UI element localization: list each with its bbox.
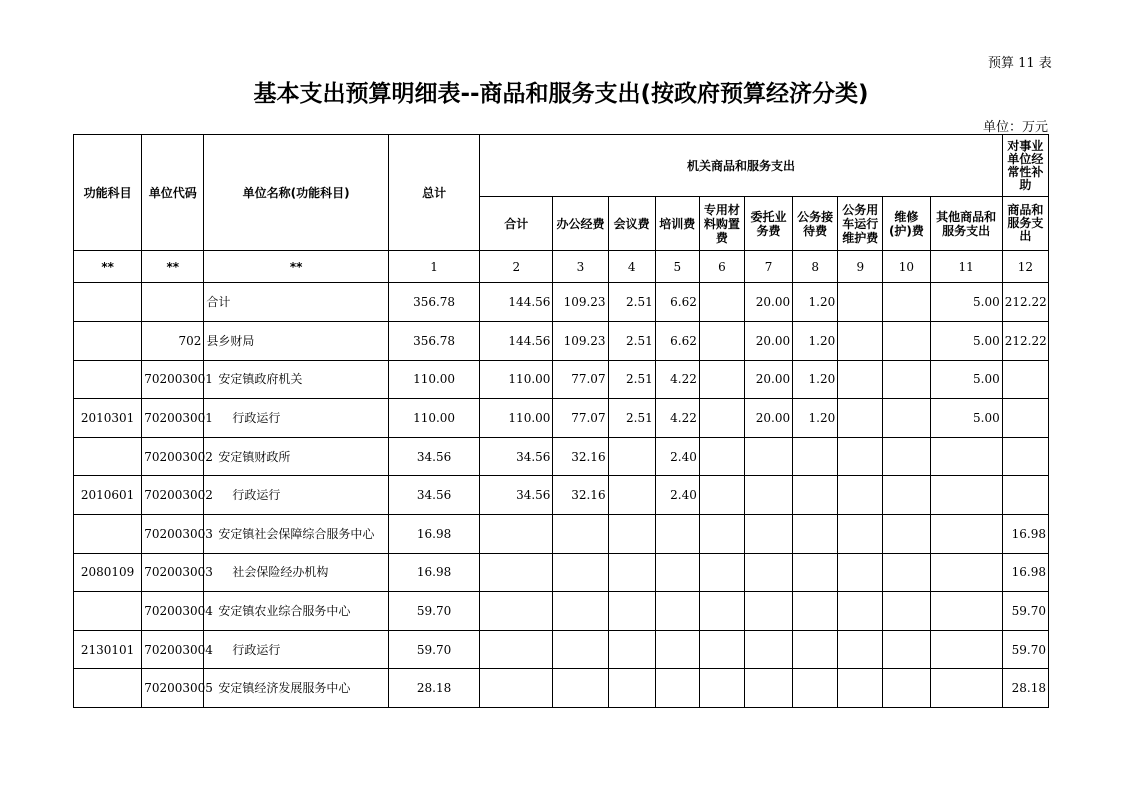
value-cell-training [655,514,699,553]
col-number: 10 [883,251,930,283]
value-cell-training: 6.62 [655,283,699,322]
col-number: ** [74,251,142,283]
value-cell-subtotal: 144.56 [480,322,553,361]
value-cell-repair [883,437,930,476]
value-cell-materials [699,322,744,361]
value-cell-office: 32.16 [553,437,608,476]
value-cell-training: 2.40 [655,476,699,515]
value-cell-entrusted: 20.00 [744,360,792,399]
value-cell-office: 109.23 [553,322,608,361]
value-cell-other: 5.00 [930,399,1002,438]
value-cell-office: 32.16 [553,476,608,515]
table-body [74,283,1049,708]
value-cell-meeting [608,669,655,708]
value-cell-vehicle [838,322,883,361]
unit-code-cell: 702003004 [142,592,204,631]
value-cell-vehicle [838,592,883,631]
total-cell: 356.78 [388,283,479,322]
value-cell-training [655,630,699,669]
value-cell-materials [699,399,744,438]
header-col-entrusted: 委托业务费 [744,197,792,251]
value-cell-subtotal [480,669,553,708]
value-cell-reception: 1.20 [793,360,838,399]
value-cell-entrusted [744,514,792,553]
header-func-code: 功能科目 [74,135,142,251]
value-cell-subtotal [480,553,553,592]
col-number: 4 [608,251,655,283]
value-cell-vehicle [838,283,883,322]
value-cell-training [655,669,699,708]
func-code-cell [74,514,142,553]
value-cell-entrusted [744,553,792,592]
table-row [74,476,1049,515]
value-cell-reception [793,437,838,476]
unit-code-cell: 702003005 [142,669,204,708]
col-number: 12 [1002,251,1048,283]
func-code-cell [74,437,142,476]
value-cell-goods-services: 59.70 [1002,630,1048,669]
value-cell-meeting [608,514,655,553]
value-cell-entrusted [744,476,792,515]
unit-name-cell: 安定镇经济发展服务中心 [204,669,389,708]
value-cell-repair [883,360,930,399]
value-cell-entrusted [744,630,792,669]
table-row [74,399,1049,438]
value-cell-reception [793,476,838,515]
value-cell-materials [699,283,744,322]
header-col-goods-services: 商品和服务支出 [1002,197,1048,251]
unit-code-cell: 702003004 [142,630,204,669]
func-code-cell [74,360,142,399]
value-cell-reception [793,630,838,669]
value-cell-training: 6.62 [655,322,699,361]
col-number: 1 [388,251,479,283]
unit-name-cell: 行政运行 [204,476,389,515]
value-cell-goods-services [1002,476,1048,515]
unit-name-cell: 安定镇社会保障综合服务中心 [204,514,389,553]
unit-code-cell: 702 [142,322,204,361]
value-cell-other [930,476,1002,515]
total-cell: 356.78 [388,322,479,361]
value-cell-office [553,514,608,553]
table-row [74,283,1049,322]
value-cell-reception: 1.20 [793,322,838,361]
value-cell-goods-services: 212.22 [1002,283,1048,322]
value-cell-repair [883,399,930,438]
header-col-vehicle: 公务用车运行维护费 [838,197,883,251]
value-cell-entrusted: 20.00 [744,283,792,322]
value-cell-goods-services [1002,437,1048,476]
value-cell-materials [699,553,744,592]
header-col-reception: 公务接待费 [793,197,838,251]
value-cell-other [930,669,1002,708]
value-cell-subtotal [480,592,553,631]
unit-name-cell: 行政运行 [204,630,389,669]
func-code-cell [74,669,142,708]
col-number: 2 [480,251,553,283]
table-row [74,322,1049,361]
value-cell-vehicle [838,476,883,515]
value-cell-materials [699,514,744,553]
col-number: 9 [838,251,883,283]
value-cell-training: 4.22 [655,399,699,438]
value-cell-office: 77.07 [553,360,608,399]
func-code-cell: 2010601 [74,476,142,515]
col-number: ** [204,251,389,283]
unit-name-cell: 行政运行 [204,399,389,438]
unit-name-cell: 安定镇政府机关 [204,360,389,399]
value-cell-entrusted: 20.00 [744,322,792,361]
unit-code-cell: 702003002 [142,476,204,515]
value-cell-other [930,514,1002,553]
value-cell-other [930,630,1002,669]
table-row [74,592,1049,631]
value-cell-other: 5.00 [930,322,1002,361]
value-cell-training [655,592,699,631]
col-number: 5 [655,251,699,283]
value-cell-training: 4.22 [655,360,699,399]
value-cell-vehicle [838,630,883,669]
header-group-subsidy: 对事业单位经常性补助 [1002,135,1048,197]
total-cell: 28.18 [388,669,479,708]
value-cell-vehicle [838,399,883,438]
total-cell: 16.98 [388,553,479,592]
total-cell: 34.56 [388,437,479,476]
value-cell-meeting [608,592,655,631]
budget-table [73,134,1049,708]
value-cell-other: 5.00 [930,360,1002,399]
value-cell-office: 77.07 [553,399,608,438]
value-cell-goods-services: 16.98 [1002,514,1048,553]
value-cell-materials [699,360,744,399]
header-group-admin: 机关商品和服务支出 [480,135,1003,197]
value-cell-goods-services: 28.18 [1002,669,1048,708]
func-code-cell [74,592,142,631]
value-cell-other [930,592,1002,631]
col-number: 8 [793,251,838,283]
unit-code-cell: 702003003 [142,514,204,553]
table-row [74,437,1049,476]
value-cell-repair [883,553,930,592]
unit-code-cell: 702003002 [142,437,204,476]
value-cell-office [553,669,608,708]
unit-code-cell: 702003001 [142,360,204,399]
value-cell-other: 5.00 [930,283,1002,322]
header-col-meeting: 会议费 [608,197,655,251]
value-cell-meeting [608,630,655,669]
value-cell-meeting [608,437,655,476]
col-number: ** [142,251,204,283]
header-col-other: 其他商品和服务支出 [930,197,1002,251]
value-cell-training: 2.40 [655,437,699,476]
table-row [74,630,1049,669]
unit-code-cell: 702003003 [142,553,204,592]
value-cell-reception: 1.20 [793,399,838,438]
value-cell-goods-services [1002,399,1048,438]
value-cell-vehicle [838,514,883,553]
page-title: 基本支出预算明细表--商品和服务支出(按政府预算经济分类) [253,81,869,107]
value-cell-subtotal: 110.00 [480,360,553,399]
func-code-cell: 2080109 [74,553,142,592]
total-cell: 16.98 [388,514,479,553]
total-cell: 59.70 [388,592,479,631]
value-cell-vehicle [838,669,883,708]
value-cell-materials [699,592,744,631]
unit-name-cell: 安定镇财政所 [204,437,389,476]
value-cell-reception: 1.20 [793,283,838,322]
value-cell-goods-services: 212.22 [1002,322,1048,361]
header-unit-code: 单位代码 [142,135,204,251]
unit-code-cell [142,283,204,322]
col-number: 7 [744,251,792,283]
value-cell-training [655,553,699,592]
value-cell-office [553,630,608,669]
col-number: 6 [699,251,744,283]
total-cell: 59.70 [388,630,479,669]
value-cell-office [553,592,608,631]
value-cell-meeting [608,476,655,515]
unit-name-cell: 县乡财局 [204,322,389,361]
header-total: 总计 [388,135,479,251]
value-cell-vehicle [838,553,883,592]
unit-code-cell: 702003001 [142,399,204,438]
value-cell-reception [793,514,838,553]
value-cell-meeting: 2.51 [608,283,655,322]
value-cell-reception [793,669,838,708]
value-cell-subtotal: 34.56 [480,437,553,476]
col-number: 11 [930,251,1002,283]
column-number-row [74,251,1049,283]
header-col-office: 办公经费 [553,197,608,251]
header-col-subtotal: 合计 [480,197,553,251]
value-cell-meeting: 2.51 [608,322,655,361]
value-cell-repair [883,476,930,515]
func-code-cell [74,322,142,361]
unit-label: 单位：万元 [982,120,1048,135]
func-code-cell [74,283,142,322]
value-cell-meeting: 2.51 [608,360,655,399]
header-col-repair: 维修(护)费 [883,197,930,251]
value-cell-other [930,553,1002,592]
value-cell-meeting [608,553,655,592]
value-cell-subtotal: 110.00 [480,399,553,438]
value-cell-goods-services: 16.98 [1002,553,1048,592]
value-cell-repair [883,322,930,361]
value-cell-repair [883,669,930,708]
value-cell-repair [883,514,930,553]
value-cell-repair [883,592,930,631]
table-row [74,514,1049,553]
value-cell-subtotal: 34.56 [480,476,553,515]
value-cell-subtotal [480,514,553,553]
value-cell-goods-services: 59.70 [1002,592,1048,631]
value-cell-subtotal: 144.56 [480,283,553,322]
unit-name-cell: 社会保险经办机构 [204,553,389,592]
func-code-cell: 2130101 [74,630,142,669]
value-cell-entrusted [744,437,792,476]
table-row [74,669,1049,708]
value-cell-office: 109.23 [553,283,608,322]
value-cell-vehicle [838,437,883,476]
header-row-1 [74,135,1049,197]
unit-name-cell: 合计 [204,283,389,322]
unit-name-cell: 安定镇农业综合服务中心 [204,592,389,631]
value-cell-materials [699,630,744,669]
value-cell-reception [793,592,838,631]
header-col-training: 培训费 [655,197,699,251]
total-cell: 34.56 [388,476,479,515]
value-cell-goods-services [1002,360,1048,399]
value-cell-repair [883,283,930,322]
value-cell-reception [793,553,838,592]
value-cell-meeting: 2.51 [608,399,655,438]
value-cell-entrusted [744,592,792,631]
value-cell-other [930,437,1002,476]
table-row [74,553,1049,592]
value-cell-subtotal [480,630,553,669]
value-cell-materials [699,437,744,476]
form-number: 预算 11 表 [988,56,1052,71]
table-row [74,360,1049,399]
value-cell-materials [699,669,744,708]
value-cell-materials [699,476,744,515]
total-cell: 110.00 [388,399,479,438]
header-unit-name: 单位名称(功能科目) [204,135,389,251]
col-number: 3 [553,251,608,283]
value-cell-entrusted: 20.00 [744,399,792,438]
header-col-materials: 专用材料购置费 [699,197,744,251]
value-cell-repair [883,630,930,669]
total-cell: 110.00 [388,360,479,399]
value-cell-entrusted [744,669,792,708]
func-code-cell: 2010301 [74,399,142,438]
value-cell-office [553,553,608,592]
value-cell-vehicle [838,360,883,399]
